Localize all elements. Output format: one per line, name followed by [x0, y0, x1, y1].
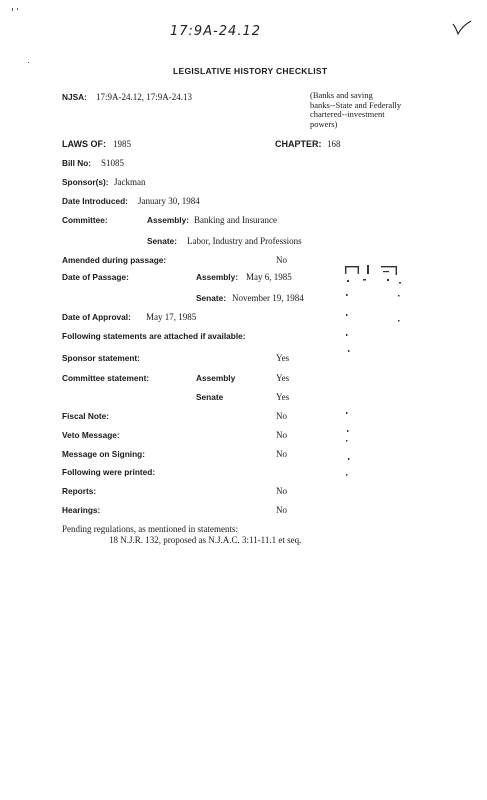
committee-statement-assembly-value: Yes — [276, 373, 290, 383]
attached-heading: Following statements are attached if available: — [62, 331, 246, 341]
fiscal-note-value: No — [276, 411, 287, 421]
scan-speck — [28, 62, 29, 63]
bill-no-value: S1085 — [101, 158, 125, 168]
veto-message-value: No — [276, 430, 287, 440]
laws-of-label: LAWS OF: — [62, 139, 106, 149]
handwritten-statute: 17:9A-24.12 — [170, 24, 261, 39]
passage-assembly-value: May 6, 1985 — [246, 272, 292, 282]
bill-no-label: Bill No: — [62, 158, 92, 168]
date-introduced-label: Date Introduced: — [62, 196, 128, 206]
committee-senate-label: Senate: — [147, 236, 177, 246]
date-introduced-value: January 30, 1984 — [138, 196, 200, 206]
veto-message-label: Veto Message: — [62, 430, 120, 440]
committee-statement-senate-value: Yes — [276, 392, 290, 402]
amended-label: Amended during passage: — [62, 255, 167, 265]
sponsor-statement-label: Sponsor statement: — [62, 353, 140, 363]
passage-senate-label: Senate: — [196, 293, 226, 303]
date-of-approval-label: Date of Approval: — [62, 312, 131, 322]
committee-senate-value: Labor, Industry and Professions — [187, 236, 302, 246]
amended-value: No — [276, 255, 287, 265]
committee-statement-assembly-label: Assembly — [196, 373, 236, 383]
hearings-label: Hearings: — [62, 505, 101, 515]
passage-assembly-label: Assembly: — [196, 272, 238, 282]
njsa-subject-line: banks--State and Federally — [310, 99, 402, 110]
message-on-signing-value: No — [276, 449, 287, 459]
pending-regulations-citation: 18 N.J.R. 132, proposed as N.J.A.C. 3:11-11.1 et seq. — [109, 535, 302, 545]
pending-regulations-intro: Pending regulations, as mentioned in statements: — [62, 524, 238, 534]
committee-assembly-value: Banking and Insurance — [194, 215, 277, 225]
njsa-subject-line: (Banks and saving — [310, 90, 373, 100]
scan-speck — [17, 8, 18, 10]
committee-statement-senate-label: Senate — [196, 392, 224, 402]
message-on-signing-label: Message on Signing: — [62, 449, 145, 459]
njsa-subject-line: chartered--investment — [310, 109, 385, 119]
stamp-residue — [343, 262, 407, 477]
reports-label: Reports: — [62, 486, 97, 496]
date-of-passage-label: Date of Passage: — [62, 272, 129, 282]
njsa-subject-line: powers) — [310, 118, 338, 129]
date-of-approval-value: May 17, 1985 — [146, 312, 197, 322]
chapter-value: 168 — [327, 139, 341, 149]
sponsors-label: Sponsor(s): — [62, 177, 109, 187]
check-mark-icon — [452, 20, 472, 36]
sponsor-statement-value: Yes — [276, 353, 290, 363]
hearings-value: No — [276, 505, 287, 515]
passage-senate-value: November 19, 1984 — [232, 293, 304, 303]
committee-label: Committee: — [62, 215, 108, 225]
page-title: LEGISLATIVE HISTORY CHECKLIST — [173, 66, 328, 76]
reports-value: No — [276, 486, 287, 496]
fiscal-note-label: Fiscal Note: — [62, 411, 110, 421]
njsa-subject — [310, 91, 430, 129]
njsa-label: NJSA: — [62, 92, 87, 102]
scan-speck — [12, 8, 13, 11]
chapter-label: CHAPTER: — [275, 139, 322, 149]
njsa-value: 17:9A-24.12, 17:9A-24.13 — [96, 92, 192, 102]
laws-of-value: 1985 — [113, 139, 131, 149]
sponsors-value: Jackman — [114, 177, 146, 187]
printed-heading: Following were printed: — [62, 467, 156, 477]
committee-statement-label: Committee statement: — [62, 373, 150, 383]
committee-assembly-label: Assembly: — [147, 215, 189, 225]
